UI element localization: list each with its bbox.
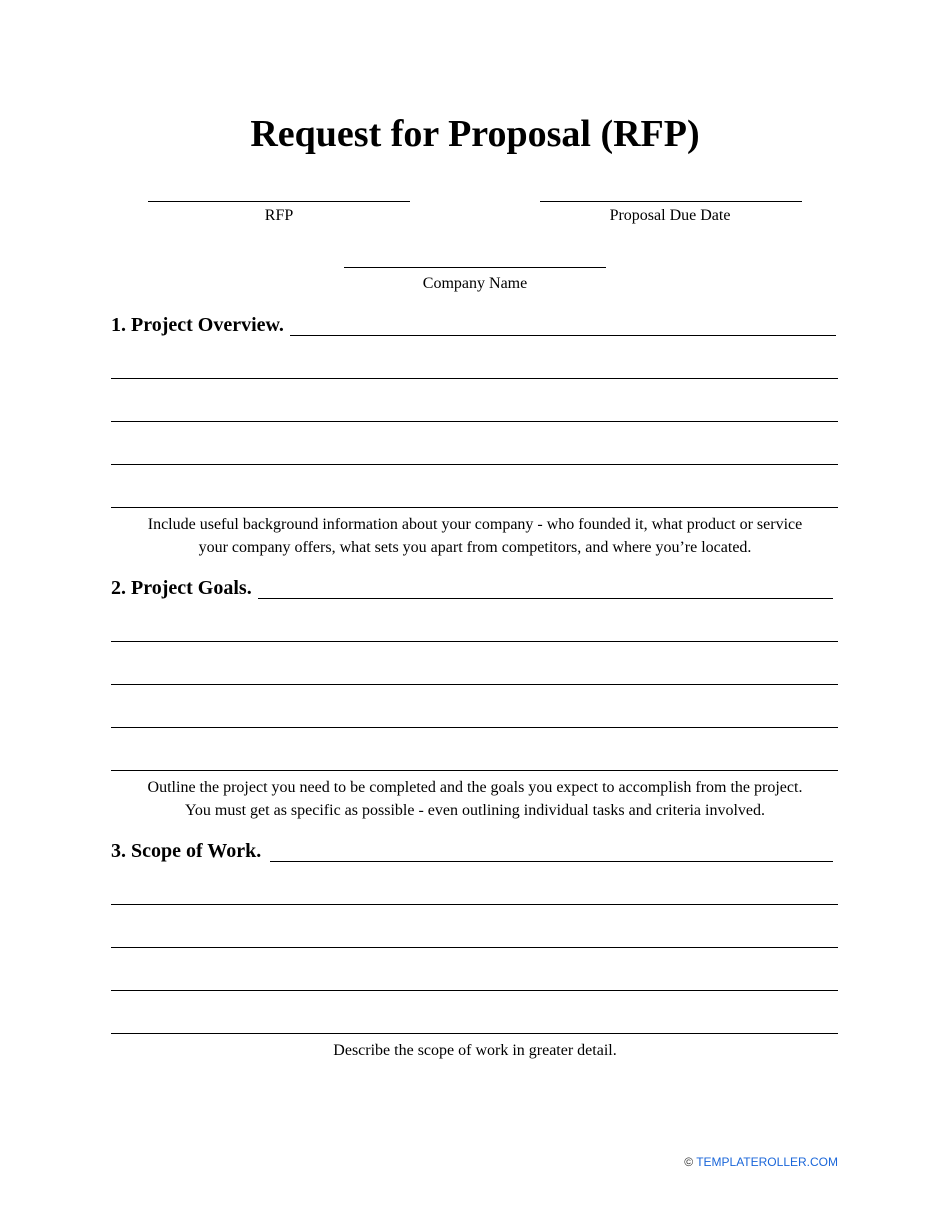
answer-line[interactable] — [111, 507, 838, 508]
rfp-label: RFP — [264, 207, 294, 224]
due-date-label: Proposal Due Date — [609, 207, 731, 224]
answer-line[interactable] — [111, 770, 838, 771]
answer-line[interactable] — [290, 335, 836, 336]
section-note — [100, 1039, 850, 1062]
answer-line[interactable] — [111, 990, 838, 991]
note-line: You must get as specific as possible - even outlining individual tasks and criteria involved. — [184, 802, 766, 819]
answer-line[interactable] — [111, 464, 838, 465]
answer-line[interactable] — [111, 378, 838, 379]
copyright-icon: © — [684, 1155, 694, 1169]
answer-line[interactable] — [111, 727, 838, 728]
answer-line[interactable] — [270, 861, 833, 862]
page-title: Request for Proposal (RFP) — [250, 113, 700, 155]
section-heading-scope-of-work: 3. Scope of Work. — [111, 840, 262, 862]
footer-link[interactable] — [684, 1155, 838, 1169]
section-note — [100, 776, 850, 822]
company-name-label: Company Name — [422, 275, 528, 292]
answer-line[interactable] — [111, 684, 838, 685]
answer-line[interactable] — [111, 947, 838, 948]
note-line: Describe the scope of work in greater detail. — [333, 1042, 617, 1059]
answer-line[interactable] — [111, 421, 838, 422]
answer-line[interactable] — [111, 1033, 838, 1034]
note-line: Outline the project you need to be completed and the goals you expect to accomplish from the project. — [147, 779, 803, 796]
answer-line[interactable] — [258, 598, 833, 599]
answer-line[interactable] — [111, 904, 838, 905]
note-line: your company offers, what sets you apart from competitors, and where you’re located. — [198, 539, 752, 556]
rfp-field-line[interactable] — [148, 201, 410, 202]
section-heading-project-overview: 1. Project Overview. — [111, 314, 284, 336]
due-date-field-line[interactable] — [540, 201, 802, 202]
answer-line[interactable] — [111, 641, 838, 642]
section-heading-project-goals: 2. Project Goals. — [111, 577, 252, 599]
section-note — [100, 513, 850, 559]
company-name-field-line[interactable] — [344, 267, 606, 268]
footer-text: TEMPLATEROLLER.COM — [696, 1155, 838, 1169]
note-line: Include useful background information about your company - who founded it, what product or service — [147, 516, 803, 533]
